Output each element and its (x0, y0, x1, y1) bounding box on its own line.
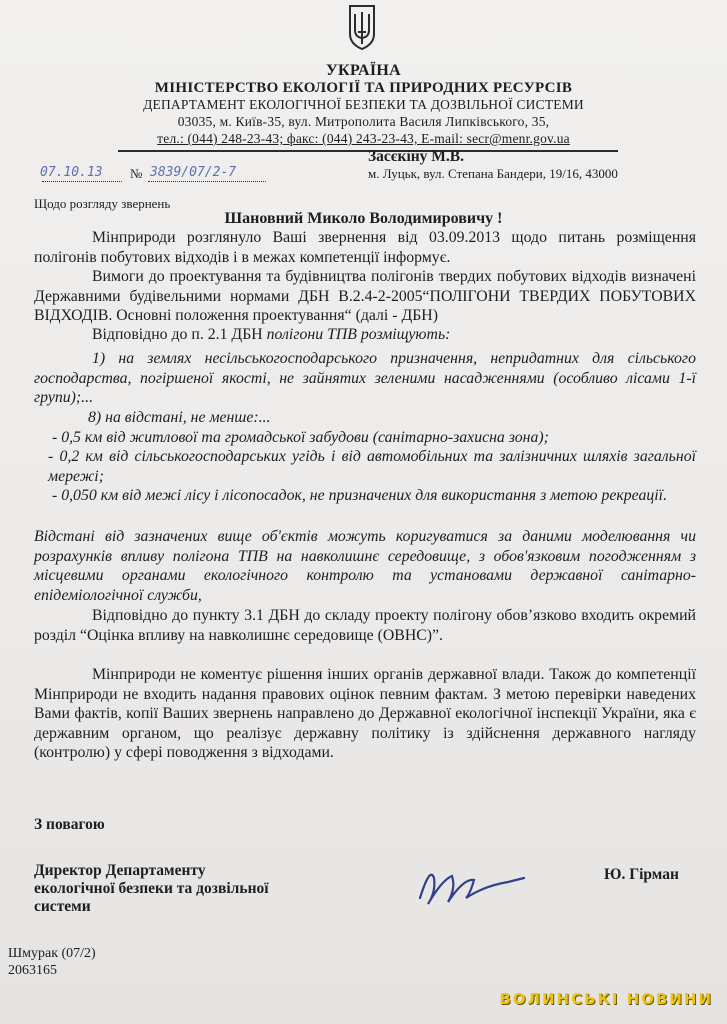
letter-subject: Щодо розгляду звернень (34, 196, 171, 211)
registration-date: 07.10.13 (40, 165, 103, 180)
signatory-title-line-1: Директор Департаменту (34, 862, 206, 879)
paragraph-3 (34, 325, 696, 345)
registration-number-prefix: № (130, 166, 143, 181)
recipient-address: м. Луцьк, вул. Степана Бандери, 19/16, 43000 (368, 166, 618, 181)
paragraph-6: Мінприроди не коментує рішення інших органів державної влади. Також до компетенції Мінприроди не входить надання правових оцінок певним фактам. З метою перевірки наведених Вами фактів, копії Ваших звернень направлено до Державної екологічної інспекції України, яка є державним органом, що реалізує державну політику із здійснення державного нагляду (контролю) у сфері поводження з відходами. (34, 666, 696, 761)
header-contacts: тел.: (044) 248-23-43; факс: (044) 243-23-43, E-mail: secr@menr.gov.ua (157, 131, 570, 146)
number-underline (148, 181, 266, 182)
closing: З повагою (34, 816, 105, 833)
paragraph-5: Відповідно до пункту 3.1 ДБН до складу проекту полігону обов’язково входить окремий розділ “Оцінка впливу на навколишнє середовище (ОВНС)”. (34, 607, 696, 644)
ukraine-trident-emblem-icon (346, 4, 378, 50)
date-underline (42, 181, 122, 182)
paragraph-3-lead: Відповідно до п. 2.1 ДБН (92, 326, 267, 343)
header-country: УКРАЇНА (326, 62, 401, 79)
paragraph-1: Мінприроди розглянуло Ваші звернення від 03.09.2013 щодо питань розміщення полігонів побутових відходів і в межах компетенції інформує. (34, 229, 696, 266)
item-1: 1) на землях несільськогосподарського призначення, непридатних для сільського господарства, погіршеної якості, не зайнятих зеленими насадженнями (особливо лісами 1-ї групи);... (34, 350, 696, 406)
item-8: 8) на відстані, не менше:... (88, 409, 271, 426)
executor-note: Шмурак (07/2) (8, 946, 96, 961)
signatory-title-line-3: системи (34, 898, 91, 915)
signatory-title-line-2: екологічної безпеки та дозвільної (34, 880, 269, 897)
header-department: ДЕПАРТАМЕНТ ЕКОЛОГІЧНОЇ БЕЗПЕКИ ТА ДОЗВІЛЬНОЇ СИСТЕМИ (143, 97, 584, 112)
handwritten-signature (412, 858, 532, 918)
header-address: 03035, м. Київ-35, вул. Митрополита Василя Липківського, 35, (177, 114, 550, 129)
salutation: Шановний Миколо Володимировичу ! (224, 210, 503, 227)
document-code: 2063165 (8, 963, 57, 978)
registration-number: 3839/07/2-7 (150, 165, 237, 180)
watermark-logo: ВОЛИНСЬКІ НОВИНИ (499, 990, 713, 1008)
paragraph-2: Вимоги до проектування та будівництва полігонів твердих побутових відходів визначені Державними будівельними нормами ДБН В.2.4-2-2005“ПОЛІГОНИ ТВЕРДИХ ПОБУТОВИХ ВІДХОДІВ. Основні положення проектування“ (далі - ДБН) (34, 268, 696, 324)
header-ministry: МІНІСТЕРСТВО ЕКОЛОГІЇ ТА ПРИРОДНИХ РЕСУРСІВ (154, 80, 573, 96)
distance-1: - 0,5 км від житлової та громадської забудови (санітарно-захисна зона); (52, 429, 549, 446)
paragraph-3-italic: полігони ТПВ розміщують: (266, 326, 451, 343)
distance-2: - 0,2 км від сільськогосподарських угідь і від автомобільних та залізничних шляхів загальної мережі; (48, 448, 696, 485)
distance-3: - 0,050 км від межі лісу і лісопосадок, не призначених для використання з метою рекреації. (52, 487, 668, 504)
signatory-name: Ю. Гірман (604, 866, 679, 883)
paragraph-4: Відстані від зазначених вище об'єктів можуть коригуватися за даними моделювання чи розрахунків впливу полігона ТПВ на навколишнє середовище, з обов'язковим погодженням з місцевими органами екологічного контролю та установами державної санітарно-епідеміологічної служби, (34, 528, 696, 604)
recipient-name: Засєкіну М.В. (368, 148, 465, 165)
